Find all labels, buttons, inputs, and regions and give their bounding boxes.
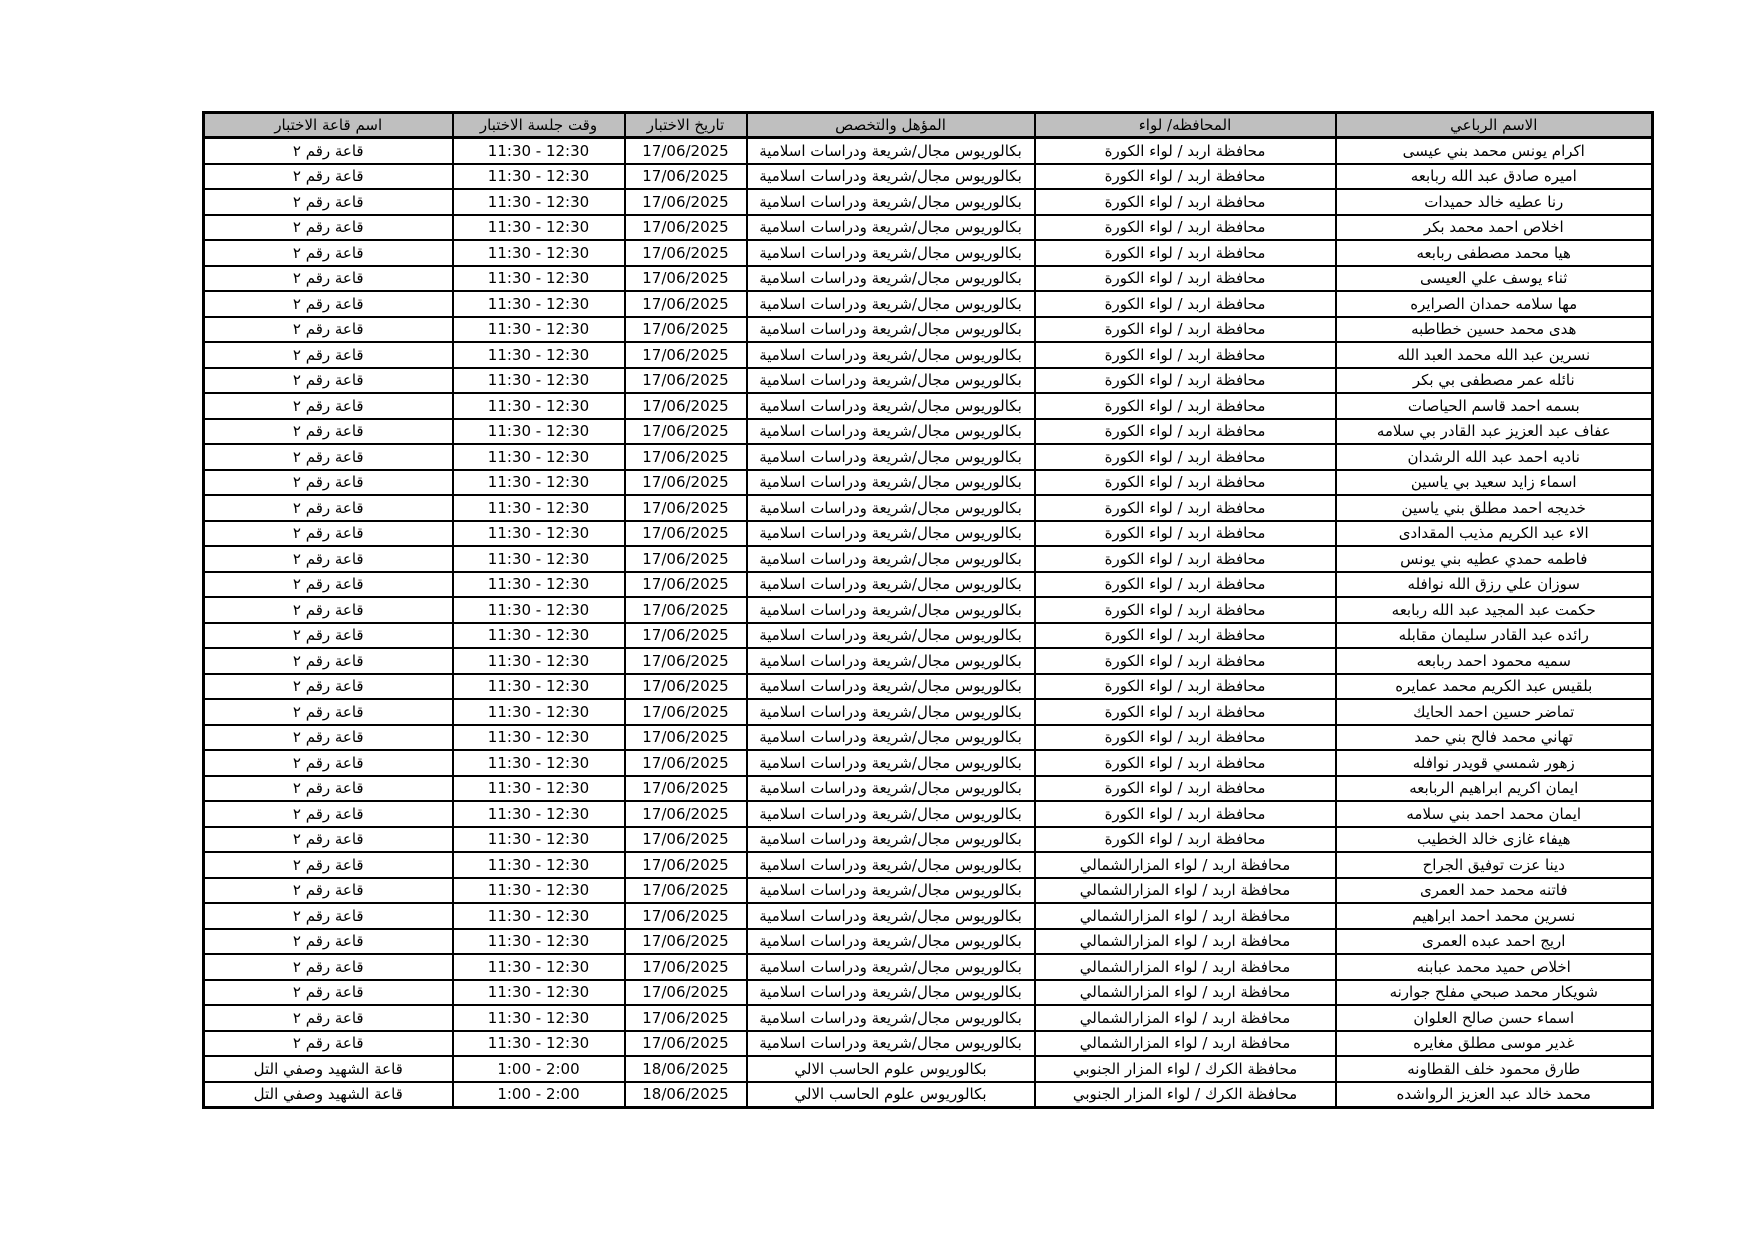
- cell-governorate: محافظة الكرك / لواء المزار الجنوبي: [1035, 1056, 1336, 1082]
- cell-qualification: بكالوريوس مجال/شريعة ودراسات اسلامية: [747, 648, 1035, 674]
- cell-exam-hall: قاعة رقم ٢: [204, 674, 453, 700]
- header-full-name: الاسم الرباعي: [1336, 113, 1653, 138]
- cell-full-name: رائده عبد القادر سليمان مقابله: [1336, 623, 1653, 649]
- cell-qualification: بكالوريوس مجال/شريعة ودراسات اسلامية: [747, 597, 1035, 623]
- cell-qualification: بكالوريوس مجال/شريعة ودراسات اسلامية: [747, 980, 1035, 1006]
- cell-full-name: فاتنه محمد حمد العمرى: [1336, 878, 1653, 904]
- cell-exam-time: 11:30 - 12:30: [453, 266, 625, 292]
- cell-full-name: ايمان اكريم ابراهيم الربابعه: [1336, 776, 1653, 802]
- cell-full-name: ايمان محمد احمد بني سلامه: [1336, 801, 1653, 827]
- cell-exam-date: 17/06/2025: [625, 699, 747, 725]
- cell-full-name: غدير موسى مطلق مغايره: [1336, 1031, 1653, 1057]
- cell-exam-hall: قاعة رقم ٢: [204, 929, 453, 955]
- cell-exam-time: 11:30 - 12:30: [453, 623, 625, 649]
- cell-exam-time: 11:30 - 12:30: [453, 827, 625, 853]
- cell-exam-date: 17/06/2025: [625, 1005, 747, 1031]
- cell-exam-time: 11:30 - 12:30: [453, 699, 625, 725]
- cell-exam-date: 17/06/2025: [625, 189, 747, 215]
- cell-governorate: محافظة اربد / لواء الكورة: [1035, 699, 1336, 725]
- cell-exam-time: 1:00 - 2:00: [453, 1056, 625, 1082]
- table-row: [204, 495, 1653, 521]
- cell-exam-date: 17/06/2025: [625, 266, 747, 292]
- cell-exam-hall: قاعة رقم ٢: [204, 648, 453, 674]
- table-row: [204, 750, 1653, 776]
- cell-full-name: سميه محمود احمد ربابعه: [1336, 648, 1653, 674]
- cell-exam-date: 17/06/2025: [625, 750, 747, 776]
- cell-exam-time: 11:30 - 12:30: [453, 674, 625, 700]
- cell-exam-time: 11:30 - 12:30: [453, 419, 625, 445]
- table-row: [204, 419, 1653, 445]
- cell-full-name: نسرين عبد الله محمد العبد الله: [1336, 342, 1653, 368]
- cell-qualification: بكالوريوس مجال/شريعة ودراسات اسلامية: [747, 368, 1035, 394]
- cell-exam-time: 11:30 - 12:30: [453, 903, 625, 929]
- cell-exam-time: 11:30 - 12:30: [453, 240, 625, 266]
- cell-exam-time: 11:30 - 12:30: [453, 342, 625, 368]
- cell-exam-date: 17/06/2025: [625, 495, 747, 521]
- cell-exam-hall: قاعة رقم ٢: [204, 878, 453, 904]
- cell-qualification: بكالوريوس مجال/شريعة ودراسات اسلامية: [747, 801, 1035, 827]
- table-row: [204, 597, 1653, 623]
- cell-qualification: بكالوريوس مجال/شريعة ودراسات اسلامية: [747, 699, 1035, 725]
- cell-exam-hall: قاعة رقم ٢: [204, 393, 453, 419]
- cell-exam-time: 11:30 - 12:30: [453, 954, 625, 980]
- cell-governorate: محافظة اربد / لواء الكورة: [1035, 750, 1336, 776]
- table-row: [204, 623, 1653, 649]
- cell-full-name: تهاني محمد فالح بني حمد: [1336, 725, 1653, 751]
- cell-exam-hall: قاعة رقم ٢: [204, 801, 453, 827]
- table-row: [204, 342, 1653, 368]
- cell-exam-time: 11:30 - 12:30: [453, 393, 625, 419]
- table-row: [204, 138, 1653, 164]
- cell-governorate: محافظة اربد / لواء الكورة: [1035, 342, 1336, 368]
- cell-exam-hall: قاعة رقم ٢: [204, 827, 453, 853]
- cell-exam-hall: قاعة رقم ٢: [204, 291, 453, 317]
- cell-exam-date: 17/06/2025: [625, 929, 747, 955]
- cell-qualification: بكالوريوس مجال/شريعة ودراسات اسلامية: [747, 929, 1035, 955]
- table-row: [204, 801, 1653, 827]
- cell-full-name: ناديه احمد عبد الله الرشدان: [1336, 444, 1653, 470]
- cell-exam-time: 11:30 - 12:30: [453, 521, 625, 547]
- cell-qualification: بكالوريوس مجال/شريعة ودراسات اسلامية: [747, 1031, 1035, 1057]
- cell-exam-time: 1:00 - 2:00: [453, 1082, 625, 1108]
- header-governorate: المحافظه/ لواء: [1035, 113, 1336, 138]
- cell-qualification: بكالوريوس مجال/شريعة ودراسات اسلامية: [747, 903, 1035, 929]
- cell-exam-hall: قاعة رقم ٢: [204, 1005, 453, 1031]
- cell-qualification: بكالوريوس مجال/شريعة ودراسات اسلامية: [747, 623, 1035, 649]
- cell-exam-date: 17/06/2025: [625, 291, 747, 317]
- cell-qualification: بكالوريوس مجال/شريعة ودراسات اسلامية: [747, 725, 1035, 751]
- cell-full-name: طارق محمود خلف القطاونه: [1336, 1056, 1653, 1082]
- cell-exam-hall: قاعة رقم ٢: [204, 699, 453, 725]
- table-row: [204, 725, 1653, 751]
- cell-governorate: محافظة اربد / لواء المزارالشمالي: [1035, 878, 1336, 904]
- table-row: [204, 674, 1653, 700]
- table-row: [204, 648, 1653, 674]
- cell-exam-hall: قاعة رقم ٢: [204, 164, 453, 190]
- table-row: [204, 521, 1653, 547]
- cell-exam-date: 17/06/2025: [625, 980, 747, 1006]
- cell-exam-date: 17/06/2025: [625, 954, 747, 980]
- cell-exam-date: 18/06/2025: [625, 1082, 747, 1108]
- cell-full-name: اسماء حسن صالح العلوان: [1336, 1005, 1653, 1031]
- cell-governorate: محافظة اربد / لواء الكورة: [1035, 674, 1336, 700]
- cell-exam-hall: قاعة رقم ٢: [204, 215, 453, 241]
- cell-governorate: محافظة اربد / لواء الكورة: [1035, 317, 1336, 343]
- cell-qualification: بكالوريوس مجال/شريعة ودراسات اسلامية: [747, 240, 1035, 266]
- cell-exam-time: 11:30 - 12:30: [453, 725, 625, 751]
- table-row: [204, 954, 1653, 980]
- cell-exam-date: 17/06/2025: [625, 521, 747, 547]
- cell-exam-hall: قاعة رقم ٢: [204, 546, 453, 572]
- cell-governorate: محافظة اربد / لواء الكورة: [1035, 215, 1336, 241]
- cell-full-name: نسرين محمد احمد ابراهيم: [1336, 903, 1653, 929]
- cell-full-name: بسمه احمد قاسم الحياصات: [1336, 393, 1653, 419]
- cell-exam-hall: قاعة رقم ٢: [204, 240, 453, 266]
- table-row: [204, 929, 1653, 955]
- cell-governorate: محافظة اربد / لواء المزارالشمالي: [1035, 929, 1336, 955]
- cell-governorate: محافظة اربد / لواء الكورة: [1035, 189, 1336, 215]
- table-row: [204, 317, 1653, 343]
- cell-exam-date: 17/06/2025: [625, 419, 747, 445]
- table-row: [204, 393, 1653, 419]
- cell-qualification: بكالوريوس مجال/شريعة ودراسات اسلامية: [747, 342, 1035, 368]
- cell-governorate: محافظة اربد / لواء الكورة: [1035, 648, 1336, 674]
- cell-exam-time: 11:30 - 12:30: [453, 597, 625, 623]
- cell-full-name: اريج احمد عبده العمرى: [1336, 929, 1653, 955]
- table-row: [204, 164, 1653, 190]
- cell-exam-date: 17/06/2025: [625, 470, 747, 496]
- cell-qualification: بكالوريوس مجال/شريعة ودراسات اسلامية: [747, 470, 1035, 496]
- table-row: [204, 291, 1653, 317]
- cell-exam-date: 17/06/2025: [625, 903, 747, 929]
- cell-exam-time: 11:30 - 12:30: [453, 470, 625, 496]
- cell-exam-time: 11:30 - 12:30: [453, 776, 625, 802]
- cell-governorate: محافظة اربد / لواء الكورة: [1035, 138, 1336, 164]
- cell-governorate: محافظة اربد / لواء الكورة: [1035, 521, 1336, 547]
- cell-full-name: دينا عزت توفيق الجراح: [1336, 852, 1653, 878]
- cell-qualification: بكالوريوس مجال/شريعة ودراسات اسلامية: [747, 138, 1035, 164]
- table-row: [204, 1056, 1653, 1082]
- cell-full-name: هيفاء غازى خالد الخطيب: [1336, 827, 1653, 853]
- table-row: [204, 546, 1653, 572]
- cell-exam-time: 11:30 - 12:30: [453, 317, 625, 343]
- cell-exam-hall: قاعة رقم ٢: [204, 623, 453, 649]
- cell-qualification: بكالوريوس مجال/شريعة ودراسات اسلامية: [747, 164, 1035, 190]
- cell-full-name: اميره صادق عبد الله ربابعه: [1336, 164, 1653, 190]
- cell-exam-hall: قاعة رقم ٢: [204, 138, 453, 164]
- cell-full-name: اخلاص احمد محمد بكر: [1336, 215, 1653, 241]
- cell-full-name: اخلاص حميد محمد عبابنه: [1336, 954, 1653, 980]
- cell-exam-date: 17/06/2025: [625, 444, 747, 470]
- cell-exam-date: 17/06/2025: [625, 368, 747, 394]
- table-row: [204, 240, 1653, 266]
- cell-qualification: بكالوريوس مجال/شريعة ودراسات اسلامية: [747, 776, 1035, 802]
- cell-exam-date: 17/06/2025: [625, 572, 747, 598]
- cell-qualification: بكالوريوس مجال/شريعة ودراسات اسلامية: [747, 852, 1035, 878]
- cell-exam-time: 11:30 - 12:30: [453, 546, 625, 572]
- cell-exam-time: 11:30 - 12:30: [453, 929, 625, 955]
- cell-exam-date: 17/06/2025: [625, 240, 747, 266]
- cell-governorate: محافظة اربد / لواء الكورة: [1035, 164, 1336, 190]
- cell-governorate: محافظة الكرك / لواء المزار الجنوبي: [1035, 1082, 1336, 1108]
- table-row: [204, 215, 1653, 241]
- cell-exam-hall: قاعة الشهيد وصفي التل: [204, 1082, 453, 1108]
- cell-full-name: اسماء زايد سعيد بي ياسين: [1336, 470, 1653, 496]
- cell-full-name: اكرام يونس محمد بني عيسى: [1336, 138, 1653, 164]
- cell-qualification: بكالوريوس مجال/شريعة ودراسات اسلامية: [747, 393, 1035, 419]
- cell-governorate: محافظة اربد / لواء الكورة: [1035, 240, 1336, 266]
- cell-exam-hall: قاعة رقم ٢: [204, 750, 453, 776]
- cell-governorate: محافظة اربد / لواء الكورة: [1035, 572, 1336, 598]
- cell-exam-time: 11:30 - 12:30: [453, 1005, 625, 1031]
- cell-governorate: محافظة اربد / لواء الكورة: [1035, 597, 1336, 623]
- cell-exam-date: 17/06/2025: [625, 852, 747, 878]
- header-qualification: المؤهل والتخصص: [747, 113, 1035, 138]
- cell-qualification: بكالوريوس علوم الحاسب الالي: [747, 1056, 1035, 1082]
- cell-qualification: بكالوريوس مجال/شريعة ودراسات اسلامية: [747, 827, 1035, 853]
- cell-qualification: بكالوريوس مجال/شريعة ودراسات اسلامية: [747, 572, 1035, 598]
- cell-exam-hall: قاعة رقم ٢: [204, 470, 453, 496]
- cell-governorate: محافظة اربد / لواء الكورة: [1035, 801, 1336, 827]
- table-row: [204, 903, 1653, 929]
- cell-exam-hall: قاعة رقم ٢: [204, 368, 453, 394]
- header-exam-hall: اسم قاعة الاختبار: [204, 113, 453, 138]
- table-row: [204, 776, 1653, 802]
- cell-governorate: محافظة اربد / لواء الكورة: [1035, 291, 1336, 317]
- cell-exam-date: 17/06/2025: [625, 317, 747, 343]
- cell-full-name: مها سلامه حمدان الصرايره: [1336, 291, 1653, 317]
- table-row: [204, 1005, 1653, 1031]
- cell-governorate: محافظة اربد / لواء الكورة: [1035, 623, 1336, 649]
- cell-exam-hall: قاعة رقم ٢: [204, 189, 453, 215]
- cell-qualification: بكالوريوس مجال/شريعة ودراسات اسلامية: [747, 189, 1035, 215]
- cell-full-name: سوزان علي رزق الله نوافله: [1336, 572, 1653, 598]
- cell-exam-hall: قاعة الشهيد وصفي التل: [204, 1056, 453, 1082]
- cell-qualification: بكالوريوس مجال/شريعة ودراسات اسلامية: [747, 291, 1035, 317]
- cell-qualification: بكالوريوس علوم الحاسب الالي: [747, 1082, 1035, 1108]
- cell-governorate: محافظة اربد / لواء الكورة: [1035, 827, 1336, 853]
- cell-exam-hall: قاعة رقم ٢: [204, 903, 453, 929]
- cell-exam-time: 11:30 - 12:30: [453, 164, 625, 190]
- cell-governorate: محافظة اربد / لواء الكورة: [1035, 419, 1336, 445]
- cell-exam-date: 17/06/2025: [625, 215, 747, 241]
- cell-exam-hall: قاعة رقم ٢: [204, 1031, 453, 1057]
- cell-exam-date: 17/06/2025: [625, 164, 747, 190]
- cell-qualification: بكالوريوس مجال/شريعة ودراسات اسلامية: [747, 674, 1035, 700]
- cell-exam-date: 17/06/2025: [625, 674, 747, 700]
- cell-qualification: بكالوريوس مجال/شريعة ودراسات اسلامية: [747, 750, 1035, 776]
- cell-qualification: بكالوريوس مجال/شريعة ودراسات اسلامية: [747, 878, 1035, 904]
- cell-full-name: تماضر حسين احمد الحايك: [1336, 699, 1653, 725]
- cell-exam-time: 11:30 - 12:30: [453, 878, 625, 904]
- cell-full-name: بلقيس عبد الكريم محمد عمايره: [1336, 674, 1653, 700]
- cell-governorate: محافظة اربد / لواء الكورة: [1035, 776, 1336, 802]
- cell-exam-hall: قاعة رقم ٢: [204, 597, 453, 623]
- cell-full-name: خديجه احمد مطلق بني ياسين: [1336, 495, 1653, 521]
- table-row: [204, 444, 1653, 470]
- table-row: [204, 852, 1653, 878]
- cell-exam-date: 17/06/2025: [625, 648, 747, 674]
- cell-governorate: محافظة اربد / لواء المزارالشمالي: [1035, 954, 1336, 980]
- cell-exam-time: 11:30 - 12:30: [453, 138, 625, 164]
- table-row: [204, 572, 1653, 598]
- cell-qualification: بكالوريوس مجال/شريعة ودراسات اسلامية: [747, 546, 1035, 572]
- cell-exam-hall: قاعة رقم ٢: [204, 266, 453, 292]
- cell-exam-time: 11:30 - 12:30: [453, 980, 625, 1006]
- cell-exam-time: 11:30 - 12:30: [453, 572, 625, 598]
- cell-full-name: فاطمه حمدي عطيه بني يونس: [1336, 546, 1653, 572]
- cell-exam-hall: قاعة رقم ٢: [204, 317, 453, 343]
- cell-governorate: محافظة اربد / لواء الكورة: [1035, 470, 1336, 496]
- cell-governorate: محافظة اربد / لواء المزارالشمالي: [1035, 1005, 1336, 1031]
- cell-exam-time: 11:30 - 12:30: [453, 368, 625, 394]
- cell-exam-time: 11:30 - 12:30: [453, 852, 625, 878]
- cell-exam-hall: قاعة رقم ٢: [204, 342, 453, 368]
- cell-exam-time: 11:30 - 12:30: [453, 495, 625, 521]
- cell-exam-time: 11:30 - 12:30: [453, 215, 625, 241]
- cell-full-name: هدى محمد حسين خطاطبه: [1336, 317, 1653, 343]
- cell-full-name: ثناء يوسف علي العيسى: [1336, 266, 1653, 292]
- cell-governorate: محافظة اربد / لواء الكورة: [1035, 495, 1336, 521]
- exam-schedule-table: [202, 111, 1654, 1109]
- cell-exam-date: 17/06/2025: [625, 827, 747, 853]
- cell-qualification: بكالوريوس مجال/شريعة ودراسات اسلامية: [747, 954, 1035, 980]
- cell-exam-date: 17/06/2025: [625, 597, 747, 623]
- cell-exam-time: 11:30 - 12:30: [453, 444, 625, 470]
- cell-exam-hall: قاعة رقم ٢: [204, 521, 453, 547]
- cell-governorate: محافظة اربد / لواء المزارالشمالي: [1035, 1031, 1336, 1057]
- cell-exam-hall: قاعة رقم ٢: [204, 495, 453, 521]
- cell-exam-time: 11:30 - 12:30: [453, 189, 625, 215]
- table-row: [204, 266, 1653, 292]
- table-row: [204, 368, 1653, 394]
- cell-full-name: حكمت عبد المجيد عبد الله ربابعه: [1336, 597, 1653, 623]
- cell-governorate: محافظة اربد / لواء المزارالشمالي: [1035, 852, 1336, 878]
- cell-exam-hall: قاعة رقم ٢: [204, 419, 453, 445]
- cell-full-name: شويكار محمد صبحي مفلح جوارنه: [1336, 980, 1653, 1006]
- cell-full-name: هيا محمد مصطفى ربابعه: [1336, 240, 1653, 266]
- cell-full-name: رنا عطيه خالد حميدات: [1336, 189, 1653, 215]
- cell-governorate: محافظة اربد / لواء الكورة: [1035, 725, 1336, 751]
- cell-qualification: بكالوريوس مجال/شريعة ودراسات اسلامية: [747, 521, 1035, 547]
- table-row: [204, 699, 1653, 725]
- cell-exam-date: 17/06/2025: [625, 725, 747, 751]
- cell-exam-date: 17/06/2025: [625, 1031, 747, 1057]
- cell-exam-date: 18/06/2025: [625, 1056, 747, 1082]
- cell-exam-hall: قاعة رقم ٢: [204, 954, 453, 980]
- cell-exam-hall: قاعة رقم ٢: [204, 725, 453, 751]
- cell-governorate: محافظة اربد / لواء الكورة: [1035, 546, 1336, 572]
- table-header-row: [204, 113, 1653, 138]
- header-exam-date: تاريخ الاختبار: [625, 113, 747, 138]
- cell-exam-time: 11:30 - 12:30: [453, 1031, 625, 1057]
- cell-full-name: نائله عمر مصطفى بي بكر: [1336, 368, 1653, 394]
- cell-qualification: بكالوريوس مجال/شريعة ودراسات اسلامية: [747, 266, 1035, 292]
- cell-governorate: محافظة اربد / لواء الكورة: [1035, 444, 1336, 470]
- cell-full-name: عفاف عبد العزيز عبد القادر بي سلامه: [1336, 419, 1653, 445]
- cell-governorate: محافظة اربد / لواء الكورة: [1035, 266, 1336, 292]
- cell-exam-time: 11:30 - 12:30: [453, 291, 625, 317]
- cell-governorate: محافظة اربد / لواء الكورة: [1035, 393, 1336, 419]
- cell-exam-time: 11:30 - 12:30: [453, 750, 625, 776]
- cell-exam-time: 11:30 - 12:30: [453, 801, 625, 827]
- cell-exam-date: 17/06/2025: [625, 878, 747, 904]
- cell-qualification: بكالوريوس مجال/شريعة ودراسات اسلامية: [747, 1005, 1035, 1031]
- table-row: [204, 470, 1653, 496]
- table-row: [204, 189, 1653, 215]
- cell-exam-hall: قاعة رقم ٢: [204, 980, 453, 1006]
- cell-qualification: بكالوريوس مجال/شريعة ودراسات اسلامية: [747, 495, 1035, 521]
- cell-exam-date: 17/06/2025: [625, 546, 747, 572]
- cell-full-name: الاء عبد الكريم مذيب المقدادى: [1336, 521, 1653, 547]
- cell-exam-hall: قاعة رقم ٢: [204, 444, 453, 470]
- cell-exam-time: 11:30 - 12:30: [453, 648, 625, 674]
- cell-exam-hall: قاعة رقم ٢: [204, 852, 453, 878]
- table-row: [204, 878, 1653, 904]
- cell-exam-hall: قاعة رقم ٢: [204, 776, 453, 802]
- cell-exam-hall: قاعة رقم ٢: [204, 572, 453, 598]
- cell-full-name: محمد خالد عبد العزيز الرواشده: [1336, 1082, 1653, 1108]
- cell-qualification: بكالوريوس مجال/شريعة ودراسات اسلامية: [747, 317, 1035, 343]
- cell-qualification: بكالوريوس مجال/شريعة ودراسات اسلامية: [747, 215, 1035, 241]
- cell-qualification: بكالوريوس مجال/شريعة ودراسات اسلامية: [747, 444, 1035, 470]
- cell-governorate: محافظة اربد / لواء المزارالشمالي: [1035, 980, 1336, 1006]
- table-row: [204, 1082, 1653, 1108]
- cell-exam-date: 17/06/2025: [625, 393, 747, 419]
- cell-qualification: بكالوريوس مجال/شريعة ودراسات اسلامية: [747, 419, 1035, 445]
- cell-exam-date: 17/06/2025: [625, 776, 747, 802]
- cell-exam-date: 17/06/2025: [625, 801, 747, 827]
- cell-governorate: محافظة اربد / لواء الكورة: [1035, 368, 1336, 394]
- cell-full-name: زهور شمسي قويدر نوافله: [1336, 750, 1653, 776]
- cell-exam-date: 17/06/2025: [625, 623, 747, 649]
- cell-exam-date: 17/06/2025: [625, 138, 747, 164]
- exam-table-body: [204, 138, 1653, 1108]
- cell-governorate: محافظة اربد / لواء المزارالشمالي: [1035, 903, 1336, 929]
- table-row: [204, 980, 1653, 1006]
- header-exam-time: وقت جلسة الاختبار: [453, 113, 625, 138]
- cell-exam-date: 17/06/2025: [625, 342, 747, 368]
- table-row: [204, 1031, 1653, 1057]
- table-row: [204, 827, 1653, 853]
